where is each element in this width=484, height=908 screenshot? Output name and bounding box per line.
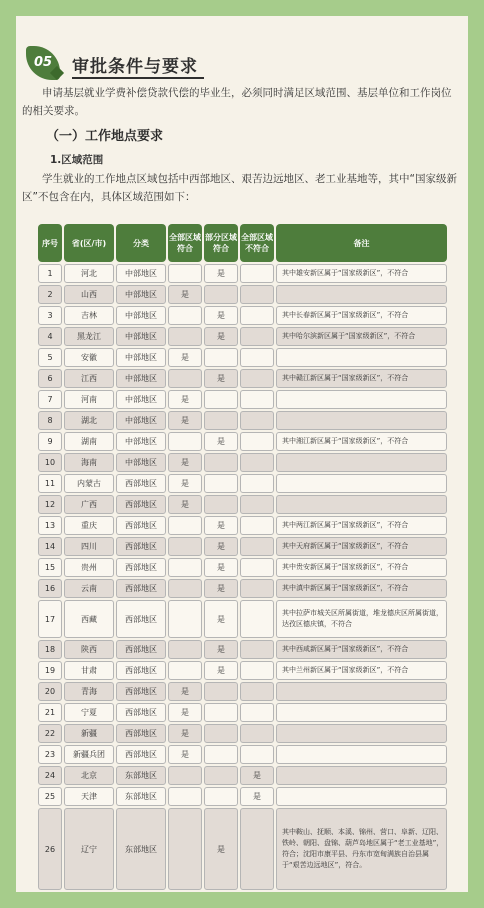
cell-province: 四川: [64, 537, 114, 556]
cell-note: [276, 766, 447, 785]
cell-category: 西部地区: [116, 516, 166, 535]
cell-all-match: [168, 600, 202, 638]
cell-no: 2: [38, 285, 62, 304]
cell-part-match: 是: [204, 432, 238, 451]
cell-no-match: [240, 808, 274, 890]
cell-note: 其中赣江新区属于“国家级新区”，不符合: [276, 369, 447, 388]
cell-all-match: 是: [168, 474, 202, 493]
cell-note: [276, 787, 447, 806]
cell-all-match: 是: [168, 453, 202, 472]
cell-part-match: 是: [204, 808, 238, 890]
cell-province: 新疆: [64, 724, 114, 743]
cell-part-match: [204, 411, 238, 430]
cell-no-match: [240, 558, 274, 577]
cell-category: 中部地区: [116, 390, 166, 409]
table-row: [38, 558, 447, 577]
cell-no-match: [240, 600, 274, 638]
cell-province: 江西: [64, 369, 114, 388]
region-paragraph: 学生就业的工作地点区域包括中西部地区、艰苦边远地区、老工业基地等，其中“国家级新区”不包含在内，具体区域范围如下：: [22, 173, 457, 203]
cell-no-match: [240, 703, 274, 722]
cell-all-match: [168, 640, 202, 659]
cell-no: 3: [38, 306, 62, 325]
table-row: [38, 661, 447, 680]
cell-part-match: 是: [204, 327, 238, 346]
cell-all-match: 是: [168, 703, 202, 722]
cell-note: 其中湘江新区属于“国家级新区”，不符合: [276, 432, 447, 451]
cell-no: 24: [38, 766, 62, 785]
table-header-row: [38, 224, 447, 262]
subsection-item: 1.区域范围: [50, 154, 104, 166]
cell-note: [276, 453, 447, 472]
cell-note: 其中长春新区属于“国家级新区”，不符合: [276, 306, 447, 325]
cell-note: 其中雄安新区属于“国家级新区”，不符合: [276, 264, 447, 283]
cell-note: 其中拉萨市城关区所属街道，堆龙德庆区所属街道，达孜区德庆镇，不符合: [276, 600, 447, 638]
cell-no: 25: [38, 787, 62, 806]
cell-no-match: [240, 306, 274, 325]
cell-all-match: [168, 327, 202, 346]
cell-all-match: 是: [168, 724, 202, 743]
cell-no: 11: [38, 474, 62, 493]
cell-no-match: [240, 537, 274, 556]
cell-all-match: 是: [168, 348, 202, 367]
subsection-title: （一）工作地点要求: [46, 129, 164, 144]
cell-no-match: [240, 474, 274, 493]
section-number-badge: 05: [26, 46, 60, 80]
cell-note: 其中天府新区属于“国家级新区”，不符合: [276, 537, 447, 556]
cell-no-match: 是: [240, 766, 274, 785]
cell-all-match: [168, 306, 202, 325]
cell-part-match: 是: [204, 579, 238, 598]
cell-no-match: [240, 348, 274, 367]
cell-category: 西部地区: [116, 682, 166, 701]
cell-province: 新疆兵团: [64, 745, 114, 764]
cell-no: 17: [38, 600, 62, 638]
cell-all-match: 是: [168, 495, 202, 514]
cell-no-match: [240, 411, 274, 430]
header-category: 分类: [116, 224, 166, 262]
cell-category: 西部地区: [116, 703, 166, 722]
cell-province: 广西: [64, 495, 114, 514]
table-row: [38, 348, 447, 367]
table-body: [38, 264, 447, 890]
table-row: [38, 264, 447, 283]
cell-note: [276, 682, 447, 701]
table-row: [38, 787, 447, 806]
table-row: [38, 306, 447, 325]
cell-note: 其中两江新区属于“国家级新区”，不符合: [276, 516, 447, 535]
cell-part-match: [204, 474, 238, 493]
cell-all-match: [168, 661, 202, 680]
cell-province: 云南: [64, 579, 114, 598]
section-title: 审批条件与要求: [72, 57, 198, 77]
cell-part-match: [204, 390, 238, 409]
cell-category: 中部地区: [116, 327, 166, 346]
table-row: [38, 766, 447, 785]
cell-all-match: [168, 432, 202, 451]
cell-category: 西部地区: [116, 558, 166, 577]
region-table: [36, 222, 449, 892]
cell-note: [276, 495, 447, 514]
cell-province: 天津: [64, 787, 114, 806]
cell-category: 西部地区: [116, 474, 166, 493]
cell-no: 18: [38, 640, 62, 659]
cell-note: [276, 285, 447, 304]
table-row: [38, 495, 447, 514]
cell-all-match: [168, 558, 202, 577]
cell-note: [276, 474, 447, 493]
table-row: [38, 724, 447, 743]
cell-province: 西藏: [64, 600, 114, 638]
table-row: [38, 808, 447, 890]
cell-note: [276, 411, 447, 430]
header-province: 省(区/市): [64, 224, 114, 262]
cell-note: 其中鞍山、抚顺、本溪、锦州、营口、阜新、辽阳、铁岭、朝阳、盘锦、葫芦岛地区属于“老工业基地”，符合；沈阳市康平县、丹东市宽甸满族自治县属于“艰苦边远地区”，符合。: [276, 808, 447, 890]
cell-no-match: [240, 661, 274, 680]
cell-category: 中部地区: [116, 453, 166, 472]
cell-category: 西部地区: [116, 495, 166, 514]
header-all-match: 全部区域符合: [168, 224, 202, 262]
cell-all-match: [168, 516, 202, 535]
cell-province: 湖北: [64, 411, 114, 430]
cell-all-match: [168, 369, 202, 388]
table-row: [38, 285, 447, 304]
title-underline: [72, 77, 204, 79]
table-row: [38, 537, 447, 556]
cell-no-match: [240, 285, 274, 304]
cell-category: 中部地区: [116, 264, 166, 283]
table-row: [38, 600, 447, 638]
table-row: [38, 411, 447, 430]
cell-part-match: [204, 453, 238, 472]
cell-all-match: 是: [168, 411, 202, 430]
cell-province: 内蒙古: [64, 474, 114, 493]
cell-no-match: [240, 390, 274, 409]
cell-all-match: [168, 766, 202, 785]
page: [16, 16, 468, 892]
cell-no: 14: [38, 537, 62, 556]
cell-part-match: 是: [204, 369, 238, 388]
cell-no: 23: [38, 745, 62, 764]
cell-no-match: [240, 745, 274, 764]
cell-part-match: 是: [204, 558, 238, 577]
table-row: [38, 474, 447, 493]
cell-no-match: [240, 432, 274, 451]
cell-all-match: 是: [168, 390, 202, 409]
cell-part-match: 是: [204, 537, 238, 556]
table-row: [38, 453, 447, 472]
cell-note: 其中兰州新区属于“国家级新区”，不符合: [276, 661, 447, 680]
cell-part-match: [204, 787, 238, 806]
cell-no-match: [240, 369, 274, 388]
cell-note: [276, 724, 447, 743]
cell-no-match: [240, 495, 274, 514]
cell-no: 8: [38, 411, 62, 430]
header-no-match: 全部区域不符合: [240, 224, 274, 262]
cell-no-match: [240, 682, 274, 701]
cell-part-match: [204, 745, 238, 764]
cell-no: 1: [38, 264, 62, 283]
cell-category: 东部地区: [116, 766, 166, 785]
cell-no: 12: [38, 495, 62, 514]
cell-no: 26: [38, 808, 62, 890]
table-row: [38, 745, 447, 764]
cell-part-match: [204, 682, 238, 701]
cell-category: 中部地区: [116, 348, 166, 367]
cell-all-match: [168, 579, 202, 598]
cell-no: 10: [38, 453, 62, 472]
header-notes: 备注: [276, 224, 447, 262]
cell-category: 西部地区: [116, 640, 166, 659]
cell-category: 东部地区: [116, 808, 166, 890]
cell-category: 中部地区: [116, 369, 166, 388]
cell-note: 其中滇中新区属于“国家级新区”，不符合: [276, 579, 447, 598]
cell-all-match: 是: [168, 745, 202, 764]
cell-category: 西部地区: [116, 579, 166, 598]
cell-no-match: [240, 453, 274, 472]
table-row: [38, 516, 447, 535]
cell-part-match: 是: [204, 600, 238, 638]
cell-no-match: [240, 327, 274, 346]
cell-note: [276, 745, 447, 764]
cell-province: 山西: [64, 285, 114, 304]
cell-note: [276, 390, 447, 409]
cell-category: 西部地区: [116, 724, 166, 743]
cell-province: 陕西: [64, 640, 114, 659]
cell-no-match: [240, 640, 274, 659]
cell-province: 北京: [64, 766, 114, 785]
table-row: [38, 369, 447, 388]
cell-category: 中部地区: [116, 411, 166, 430]
cell-category: 西部地区: [116, 745, 166, 764]
cell-province: 重庆: [64, 516, 114, 535]
cell-category: 中部地区: [116, 432, 166, 451]
cell-all-match: [168, 537, 202, 556]
cell-province: 河北: [64, 264, 114, 283]
table-row: [38, 579, 447, 598]
cell-note: 其中贵安新区属于“国家级新区”，不符合: [276, 558, 447, 577]
cell-note: 其中西咸新区属于“国家级新区”，不符合: [276, 640, 447, 659]
cell-part-match: [204, 348, 238, 367]
cell-part-match: 是: [204, 661, 238, 680]
cell-province: 海南: [64, 453, 114, 472]
cell-part-match: [204, 495, 238, 514]
cell-province: 安徽: [64, 348, 114, 367]
cell-province: 甘肃: [64, 661, 114, 680]
cell-part-match: 是: [204, 306, 238, 325]
table-row: [38, 682, 447, 701]
cell-all-match: 是: [168, 285, 202, 304]
cell-province: 青海: [64, 682, 114, 701]
cell-note: [276, 703, 447, 722]
cell-province: 宁夏: [64, 703, 114, 722]
cell-province: 河南: [64, 390, 114, 409]
cell-no: 20: [38, 682, 62, 701]
cell-no: 5: [38, 348, 62, 367]
cell-note: [276, 348, 447, 367]
cell-province: 湖南: [64, 432, 114, 451]
cell-category: 东部地区: [116, 787, 166, 806]
table-row: [38, 327, 447, 346]
cell-part-match: [204, 724, 238, 743]
cell-no: 7: [38, 390, 62, 409]
cell-all-match: 是: [168, 682, 202, 701]
cell-no-match: [240, 264, 274, 283]
cell-province: 辽宁: [64, 808, 114, 890]
cell-part-match: [204, 703, 238, 722]
cell-part-match: 是: [204, 264, 238, 283]
cell-part-match: [204, 766, 238, 785]
cell-all-match: [168, 787, 202, 806]
table-row: [38, 432, 447, 451]
section-header: [26, 46, 456, 80]
cell-category: 西部地区: [116, 661, 166, 680]
cell-part-match: 是: [204, 640, 238, 659]
cell-no: 13: [38, 516, 62, 535]
cell-note: 其中哈尔滨新区属于“国家级新区”，不符合: [276, 327, 447, 346]
cell-all-match: [168, 264, 202, 283]
cell-no-match: [240, 516, 274, 535]
cell-part-match: 是: [204, 516, 238, 535]
cell-no: 16: [38, 579, 62, 598]
cell-category: 中部地区: [116, 285, 166, 304]
cell-province: 吉林: [64, 306, 114, 325]
cell-no: 15: [38, 558, 62, 577]
cell-no: 4: [38, 327, 62, 346]
cell-no-match: [240, 579, 274, 598]
cell-province: 黑龙江: [64, 327, 114, 346]
table-row: [38, 703, 447, 722]
header-part-match: 部分区域符合: [204, 224, 238, 262]
cell-no-match: [240, 724, 274, 743]
cell-category: 西部地区: [116, 600, 166, 638]
table-row: [38, 390, 447, 409]
cell-all-match: [168, 808, 202, 890]
cell-no-match: 是: [240, 787, 274, 806]
cell-no: 21: [38, 703, 62, 722]
cell-category: 西部地区: [116, 537, 166, 556]
table-row: [38, 640, 447, 659]
cell-province: 贵州: [64, 558, 114, 577]
header-no: 序号: [38, 224, 62, 262]
cell-no: 9: [38, 432, 62, 451]
cell-no: 19: [38, 661, 62, 680]
intro-paragraph: 申请基层就业学费补偿贷款代偿的毕业生，必须同时满足区域范围、基层单位和工作岗位的相关要求。: [22, 87, 452, 117]
cell-category: 中部地区: [116, 306, 166, 325]
cell-no: 22: [38, 724, 62, 743]
cell-part-match: [204, 285, 238, 304]
cell-no: 6: [38, 369, 62, 388]
